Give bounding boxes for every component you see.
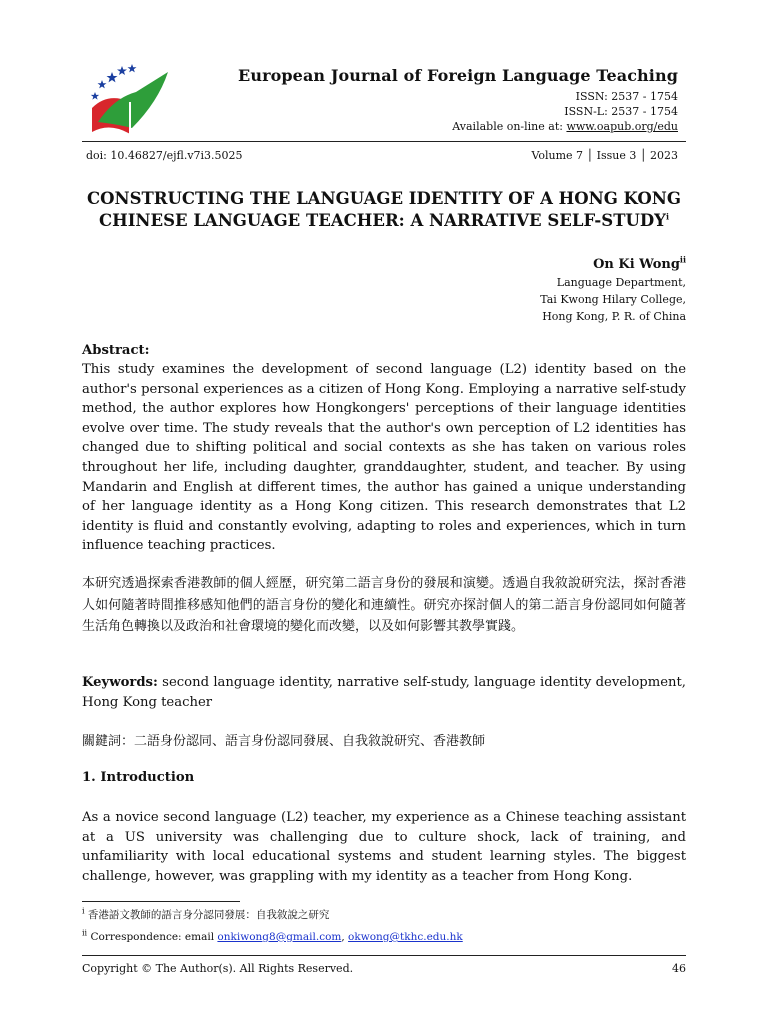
doi: doi: 10.46827/ejfl.v7i3.5025	[86, 149, 243, 162]
issn-l: ISSN-L: 2537 - 1754	[564, 105, 678, 118]
title-line-1: CONSTRUCTING THE LANGUAGE IDENTITY OF A HONG KONG	[87, 189, 681, 208]
issn: ISSN: 2537 - 1754	[575, 90, 678, 103]
volume-issue: Volume 7 │ Issue 3 │ 2023	[531, 149, 678, 162]
title-line-2	[82, 210, 686, 232]
doi-row	[86, 149, 678, 162]
availability	[238, 119, 678, 134]
author-block	[540, 256, 686, 325]
footer-rule	[82, 955, 686, 956]
keywords-label: Keywords:	[82, 675, 158, 690]
copyright: Copyright © The Author(s). All Rights Reserved.	[82, 962, 354, 975]
affiliation-department: Language Department,	[556, 276, 686, 289]
author-name	[540, 256, 686, 273]
title-line-2-text: CHINESE LANGUAGE TEACHER: A NARRATIVE SELF-STUDY	[98, 211, 666, 230]
footnote-2	[82, 930, 463, 944]
journal-url-link[interactable]: www.oapub.org/edu	[566, 120, 678, 133]
section-heading-introduction: 1. Introduction	[82, 770, 195, 785]
article-title	[82, 188, 686, 232]
keywords-text: second language identity, narrative self-study, language identity development, Hong Kong teacher	[82, 675, 686, 710]
footer	[82, 962, 686, 975]
affiliation-college: Tai Kwong Hilary College,	[540, 293, 686, 306]
affiliation-location: Hong Kong, P. R. of China	[542, 310, 686, 323]
author-name-text: On Ki Wong	[593, 257, 680, 272]
abstract-heading: Abstract:	[82, 343, 150, 358]
journal-header	[238, 66, 678, 134]
keywords	[82, 673, 686, 712]
title-footnote-marker: i	[665, 211, 670, 222]
journal-logo	[86, 62, 172, 138]
email-separator: ,	[341, 931, 349, 943]
keywords-chinese: 關鍵詞：二語身份認同、語言身份認同發展、自我敘說研究、香港教師	[82, 734, 486, 749]
footnote-2-prefix: Correspondence: email	[87, 931, 218, 943]
author-footnote-marker: ii	[679, 254, 686, 265]
footnote-rule	[82, 901, 240, 902]
footnote-2-marker: ii	[82, 928, 88, 938]
abstract-text: This study examines the development of second language (L2) identity based on the author's personal experiences as a citizen of Hong Kong. Employing a narrative self-study method, the author explores how Hongkongers' perceptions of their language identities evolve over time. The study reveals that the author's own perception of L2 identities has changed due to shifting political and social contexts as she has taken on various roles throughout her life, including daughter, granddaughter, student, and teacher. By using Mandarin and English at different times, the author has gained a unique understanding of her language identity as a Hong Kong citizen. This research demonstrates that L2 identity is fluid and constantly evolving, adapting to roles and experiences, which in turn influence teaching practices.	[82, 362, 686, 554]
header-rule	[82, 141, 686, 142]
footnote-1-text: 香港語文教師的語言身分認同發展：自我敘說之研究	[87, 909, 330, 921]
footnote-1-marker: i	[82, 906, 85, 916]
abstract-chinese: 本研究透過探索香港教師的個人經歷，研究第二語言身份的發展和演變。透過自我敘說研究法，探討香港人如何隨著時間推移感知他們的語言身份的變化和連續性。研究亦探討個人的第二語言身份認同如何隨著生活角色轉換以及政治和社會環境的變化而改變，以及如何影響其教學實踐。	[82, 576, 686, 634]
journal-title: European Journal of Foreign Language Teaching	[238, 66, 678, 85]
availability-label: Available on-line at:	[452, 120, 567, 133]
introduction-text: As a novice second language (L2) teacher, my experience as a Chinese teaching assistant at a US university was challenging due to culture shock, lack of training, and unfamiliarity with local educational systems and student learning styles. The biggest challenge, however, was grappling with my identity as a teacher from Hong Kong.	[82, 810, 686, 884]
email-link-1[interactable]: onkiwong8@gmail.com	[217, 931, 342, 943]
email-link-2[interactable]: okwong@tkhc.edu.hk	[348, 931, 463, 943]
page-number: 46	[672, 962, 686, 975]
footnote-1	[82, 908, 329, 922]
